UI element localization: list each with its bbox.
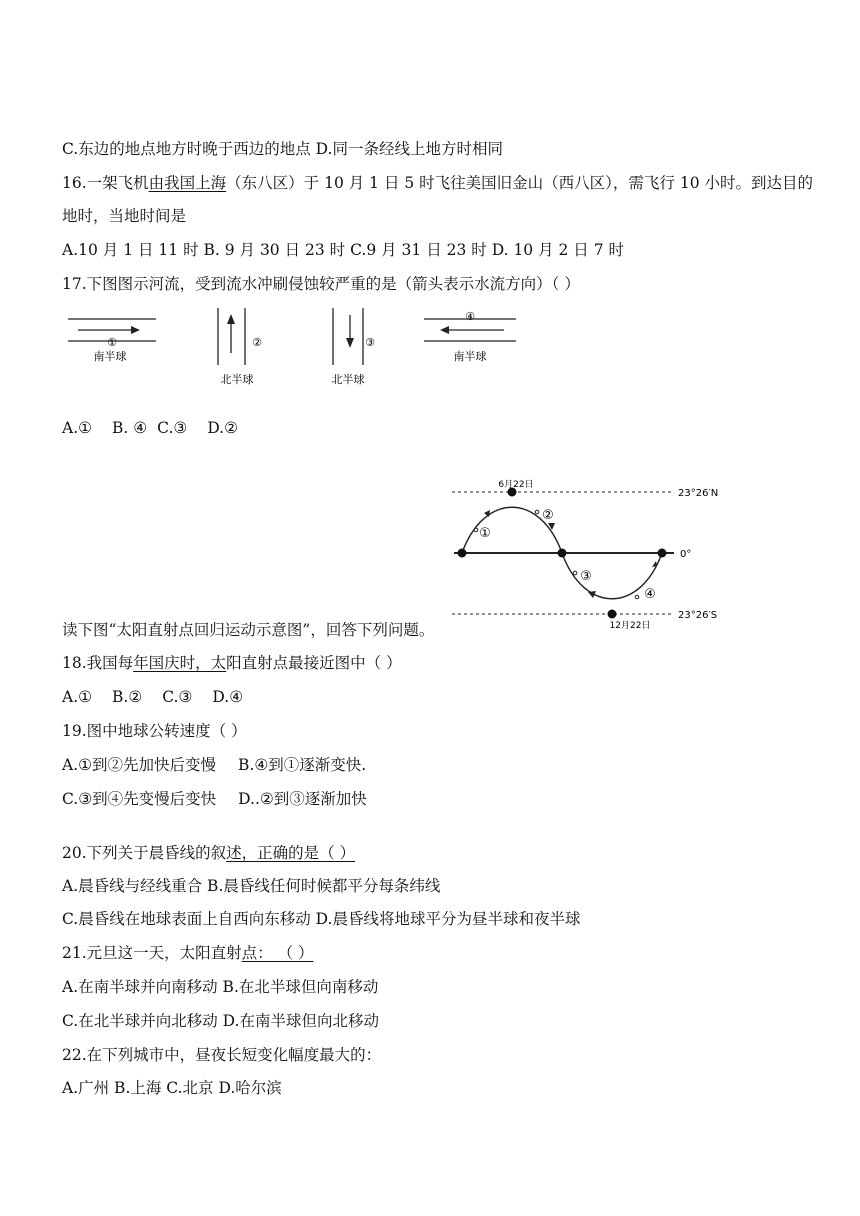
river-diagram-4 [424,310,516,363]
q21-options-ab: A.在南半球并向南移动 B.在北半球但向南移动 [62,978,379,996]
q18-option-c: C.③ [162,688,193,706]
latitude-south-label: 23°26′S [678,610,718,621]
q19-stem: 19.图中地球公转速度（ ） [62,722,247,740]
q16-options: A.10 月 1 日 11 时 B. 9 月 30 日 23 时 C.9 月 31 日 23 时 D. 10 月 2 日 7 时 [62,241,625,259]
q20-options-cd: C.晨昏线在地球表面上自西向东移动 D.晨昏线将地球平分为昼半球和夜半球 [62,910,581,928]
position-label-1: ① [479,526,491,541]
river-diagram-1-caption: 南半球 [93,350,127,363]
river-diagram-4-number: ④ [465,310,475,323]
q21-options-cd: C.在北半球并向北移动 D.在南半球但向北移动 [62,1012,379,1030]
river-diagram-2 [218,308,262,386]
q19-option-b: B.④到①逐渐变快. [238,756,367,774]
sun-migration-diagram [440,474,740,634]
q19-option-d: D..②到③逐渐加快 [238,790,367,808]
q21-stem-underlined: 点： （ ） [241,944,314,962]
latitude-north-label: 23°26′N [678,488,719,499]
q18-option-b: B.② [112,688,143,706]
q20-stem-underlined: 述，正确的是（ ） [226,844,356,862]
q18-stem-underlined: 年国庆时，太 [133,654,227,672]
river-diagram-1 [68,319,156,363]
q18-stem [62,653,402,673]
q16-stem-underlined: 由我国上海 [148,174,227,192]
q19-options-cd [62,789,367,809]
q17-option-c: C.③ [157,419,188,437]
q20-stem [62,843,355,863]
q17-option-a: A.① [62,419,93,437]
q19-option-a: A.①到②先加快后变慢 [62,756,217,774]
q22-stem: 22.在下列城市中，昼夜长短变化幅度最大的： [62,1046,382,1064]
q22-options: A.广州 B.上海 C.北京 D.哈尔滨 [62,1079,282,1097]
q21-stem [62,943,314,963]
river-diagram-4-caption: 南半球 [453,350,487,363]
q17-option-d: D.② [207,419,239,437]
river-diagram-3-number: ③ [365,336,375,349]
river-diagrams [0,300,560,400]
q18-stem-post: 阳直射点最接近图中（ ） [226,654,402,672]
q20-options-ab: A.晨昏线与经线重合 B.晨昏线任何时候都平分每条纬线 [62,877,441,895]
river-diagram-2-number: ② [252,336,262,349]
q16-stem-pre: 16.一架飞机 [62,174,149,192]
q16-stem [62,173,813,193]
river-diagram-3 [332,308,376,386]
date-december-label: 12月22日 [609,621,651,631]
position-label-2: ② [542,508,554,523]
q19-options-ab [62,755,366,775]
q18-stem-pre: 18.我国每 [62,654,134,672]
figure-intro: 读下图“太阳直射点回归运动示意图”，回答下列问题。 [62,621,435,639]
q18-option-d: D.④ [212,688,244,706]
q16-stem-post: （东八区）于 10 月 1 日 5 时飞往美国旧金山（西八区），需飞行 10 小时。到达目的 [226,174,814,192]
date-june-label: 6月22日 [498,480,534,490]
q18-option-a: A.① [62,688,93,706]
river-diagram-2-caption: 北半球 [220,373,254,386]
q16-stem-continued: 地时，当地时间是 [62,207,187,225]
q17-option-b: B. ④ [112,419,148,437]
q15-options-cd: C.东边的地点地方时晚于西边的地点 D.同一条经线上地方时相同 [62,140,503,158]
position-label-4: ④ [644,587,656,602]
q17-stem: 17.下图图示河流，受到流水冲刷侵蚀较严重的是（箭头表示水流方向）（ ） [62,275,580,293]
q21-stem-pre: 21.元旦这一天，太阳直射 [62,944,242,962]
position-label-3: ③ [580,569,592,584]
q17-options [62,418,238,438]
latitude-equator-label: 0° [680,549,692,560]
q20-stem-pre: 20.下列关于晨昏线的叙 [62,844,227,862]
river-diagram-3-caption: 北半球 [331,373,365,386]
q18-options [62,687,243,707]
q19-option-c: C.③到④先变慢后变快 [62,790,217,808]
river-diagram-1-number: ① [107,336,117,349]
